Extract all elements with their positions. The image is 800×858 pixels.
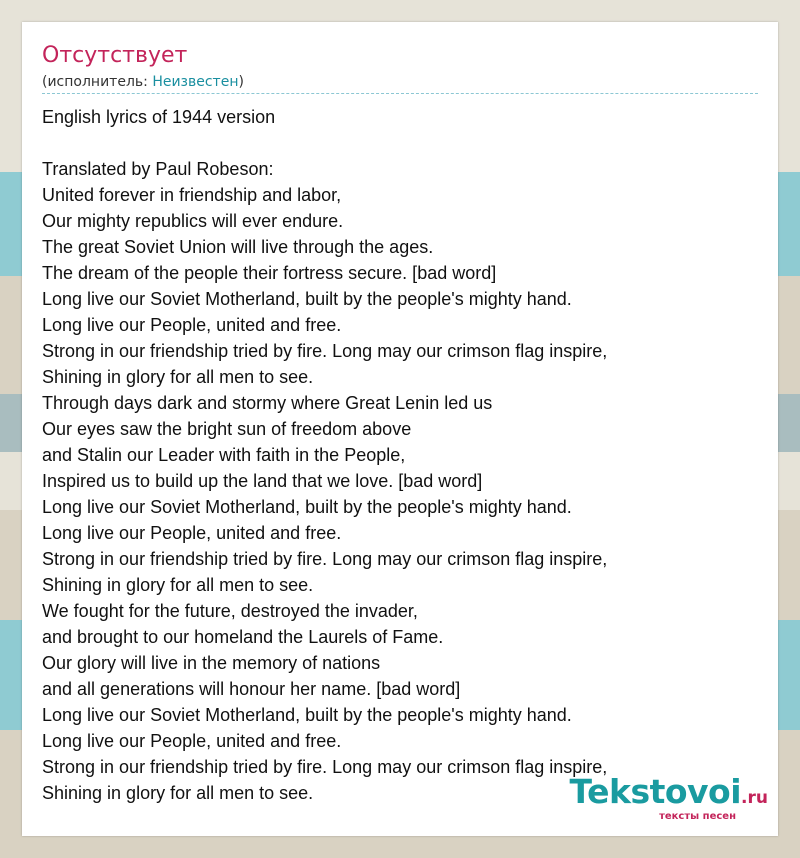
artist-suffix: ) (238, 74, 244, 90)
logo-main-text: Tekstovoi (569, 772, 742, 811)
lyric-line: Shining in glory for all men to see. (42, 575, 314, 595)
lyric-line: We fought for the future, destroyed the invader, (42, 601, 418, 621)
lyric-line (42, 130, 758, 156)
artist-link[interactable]: Неизвестен (152, 74, 239, 90)
lyric-line: Long live our People, united and free. (42, 315, 342, 335)
lyric-line: Inspired us to build up the land that we love. [bad word] (42, 471, 483, 491)
site-logo[interactable] (569, 772, 769, 822)
lyric-line: Our mighty republics will ever endure. (42, 211, 344, 231)
lyric-line: Translated by Paul Robeson: (42, 159, 274, 179)
logo-wordmark (569, 772, 769, 815)
lyric-line: Strong in our friendship tried by fire. Long may our crimson flag inspire, (42, 549, 608, 569)
lyric-line: and all generations will honour her name. [bad word] (42, 679, 461, 699)
logo-tld: .ru (741, 788, 768, 808)
lyric-line: Our eyes saw the bright sun of freedom above (42, 419, 412, 439)
lyric-line: Strong in our friendship tried by fire. Long may our crimson flag inspire, (42, 341, 608, 361)
lyric-line: Strong in our friendship tried by fire. Long may our crimson flag inspire, (42, 757, 608, 777)
lyric-line: and brought to our homeland the Laurels of Fame. (42, 627, 444, 647)
lyric-line: The dream of the people their fortress secure. [bad word] (42, 263, 497, 283)
artist-prefix: (исполнитель: (42, 74, 153, 90)
lyric-line: Our glory will live in the memory of nations (42, 653, 381, 673)
lyric-line: Through days dark and stormy where Great Lenin led us (42, 393, 493, 413)
lyric-line: Long live our Soviet Motherland, built by the people's mighty hand. (42, 289, 572, 309)
lyric-line: Shining in glory for all men to see. (42, 783, 314, 803)
lyric-line: Shining in glory for all men to see. (42, 367, 314, 387)
artist-line (42, 73, 244, 91)
lyrics-text (42, 104, 758, 806)
lyric-line: Long live our People, united and free. (42, 523, 342, 543)
title-divider (42, 93, 758, 94)
lyric-line: United forever in friendship and labor, (42, 185, 342, 205)
lyric-line: and Stalin our Leader with faith in the People, (42, 445, 406, 465)
lyric-line: Long live our People, united and free. (42, 731, 342, 751)
lyric-line: Long live our Soviet Motherland, built by the people's mighty hand. (42, 497, 572, 517)
lyrics-card (22, 22, 778, 836)
lyric-line: English lyrics of 1944 version (42, 107, 276, 127)
logo-tagline: тексты песен (659, 811, 736, 822)
lyric-line: Long live our Soviet Motherland, built by the people's mighty hand. (42, 705, 572, 725)
song-title: Отсутствует (42, 43, 188, 68)
lyric-line: The great Soviet Union will live through the ages. (42, 237, 434, 257)
